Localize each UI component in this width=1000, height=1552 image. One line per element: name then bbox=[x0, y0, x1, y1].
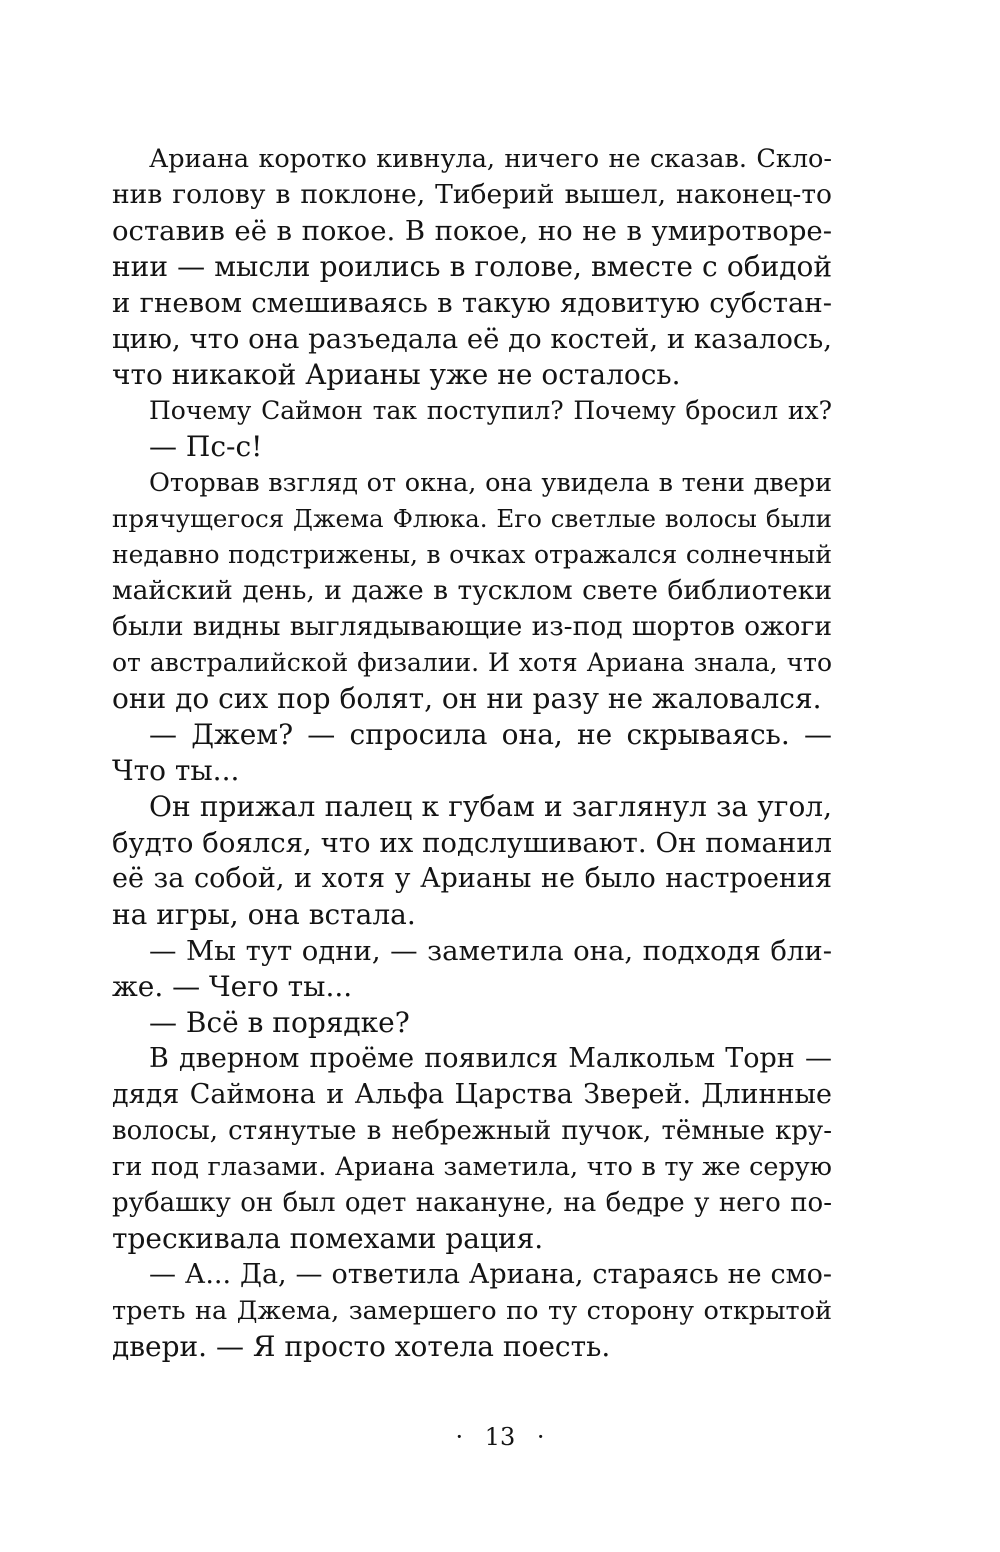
text-line: оставив её в покое. В покое, но не в умиротворе- bbox=[112, 215, 832, 247]
text-line: двери. — Я просто хотела поесть. bbox=[112, 1330, 611, 1363]
text-line: — Пс-с! bbox=[149, 430, 263, 463]
text-line: Он прижал палец к губам и заглянул за угол, bbox=[149, 790, 832, 823]
text-line: трескивала помехами рация. bbox=[112, 1222, 544, 1255]
text-line: Ариана коротко кивнула, ничего не сказав. Скло- bbox=[149, 144, 832, 174]
text-line: прячущегося Джема Флюка. Его светлые волосы были bbox=[112, 504, 832, 533]
text-line: ги под глазами. Ариана заметила, что в ту же серую bbox=[112, 1152, 832, 1182]
text-line: от австралийской физалии. И хотя Ариана знала, что bbox=[112, 648, 832, 677]
text-line: — Джем? — спросила она, не скрываясь. — bbox=[149, 718, 832, 751]
text-line: её за собой, и хотя у Арианы не было настроения bbox=[112, 863, 832, 894]
text-line: — Всё в порядке? bbox=[149, 1006, 410, 1039]
text-line: Почему Саймон так поступил? Почему бросил их? bbox=[149, 396, 832, 425]
text-line: нии — мысли роились в голове, вместе с обидой bbox=[112, 250, 832, 283]
text-line: цию, что она разъедала её до костей, и казалось, bbox=[112, 323, 833, 355]
text-line: дядя Саймона и Альфа Царства Зверей. Длинные bbox=[112, 1079, 832, 1110]
text-line: рубашку он был одет накануне, на бедре у него по- bbox=[112, 1188, 832, 1218]
text-line: майский день, и даже в тусклом свете библиотеки bbox=[112, 575, 832, 606]
text-line: недавно подстрижены, в очках отражался солнечный bbox=[112, 540, 832, 569]
text-line: волосы, стянутые в небрежный пучок, тёмные кру- bbox=[112, 1116, 832, 1146]
page-number: 13 bbox=[484, 1423, 516, 1451]
text-line: — А... Да, — ответила Ариана, стараясь не смо- bbox=[149, 1259, 832, 1290]
text-line: что никакой Арианы уже не осталось. bbox=[112, 358, 681, 391]
folio-dot-right: · bbox=[536, 1423, 545, 1451]
text-line: же. — Чего ты... bbox=[112, 970, 353, 1003]
folio-dot-left: · bbox=[455, 1423, 464, 1451]
text-line: были видны выглядывающие из-под шортов ожоги bbox=[112, 611, 832, 642]
text-line: Оторвав взгляд от окна, она увидела в тени двери bbox=[149, 468, 832, 498]
page-text bbox=[112, 141, 832, 1365]
text-line: будто боялся, что их подслушивают. Он поманил bbox=[112, 827, 832, 859]
text-line: — Мы тут одни, — заметила она, подходя бли- bbox=[149, 935, 832, 967]
text-line: они до сих пор болят, он ни разу не жаловался. bbox=[112, 682, 822, 715]
text-line: нив голову в поклоне, Тиберий вышел, наконец-то bbox=[112, 179, 832, 210]
text-line: и гневом смешиваясь в такую ядовитую субстан- bbox=[112, 287, 832, 319]
text-line: Что ты... bbox=[112, 754, 240, 787]
text-line: на игры, она встала. bbox=[112, 898, 416, 931]
text-line: В дверном проёме появился Малкольм Торн — bbox=[149, 1043, 832, 1074]
text-line: треть на Джема, замершего по ту сторону открытой bbox=[112, 1296, 832, 1326]
page-number-footer bbox=[0, 1422, 1000, 1452]
